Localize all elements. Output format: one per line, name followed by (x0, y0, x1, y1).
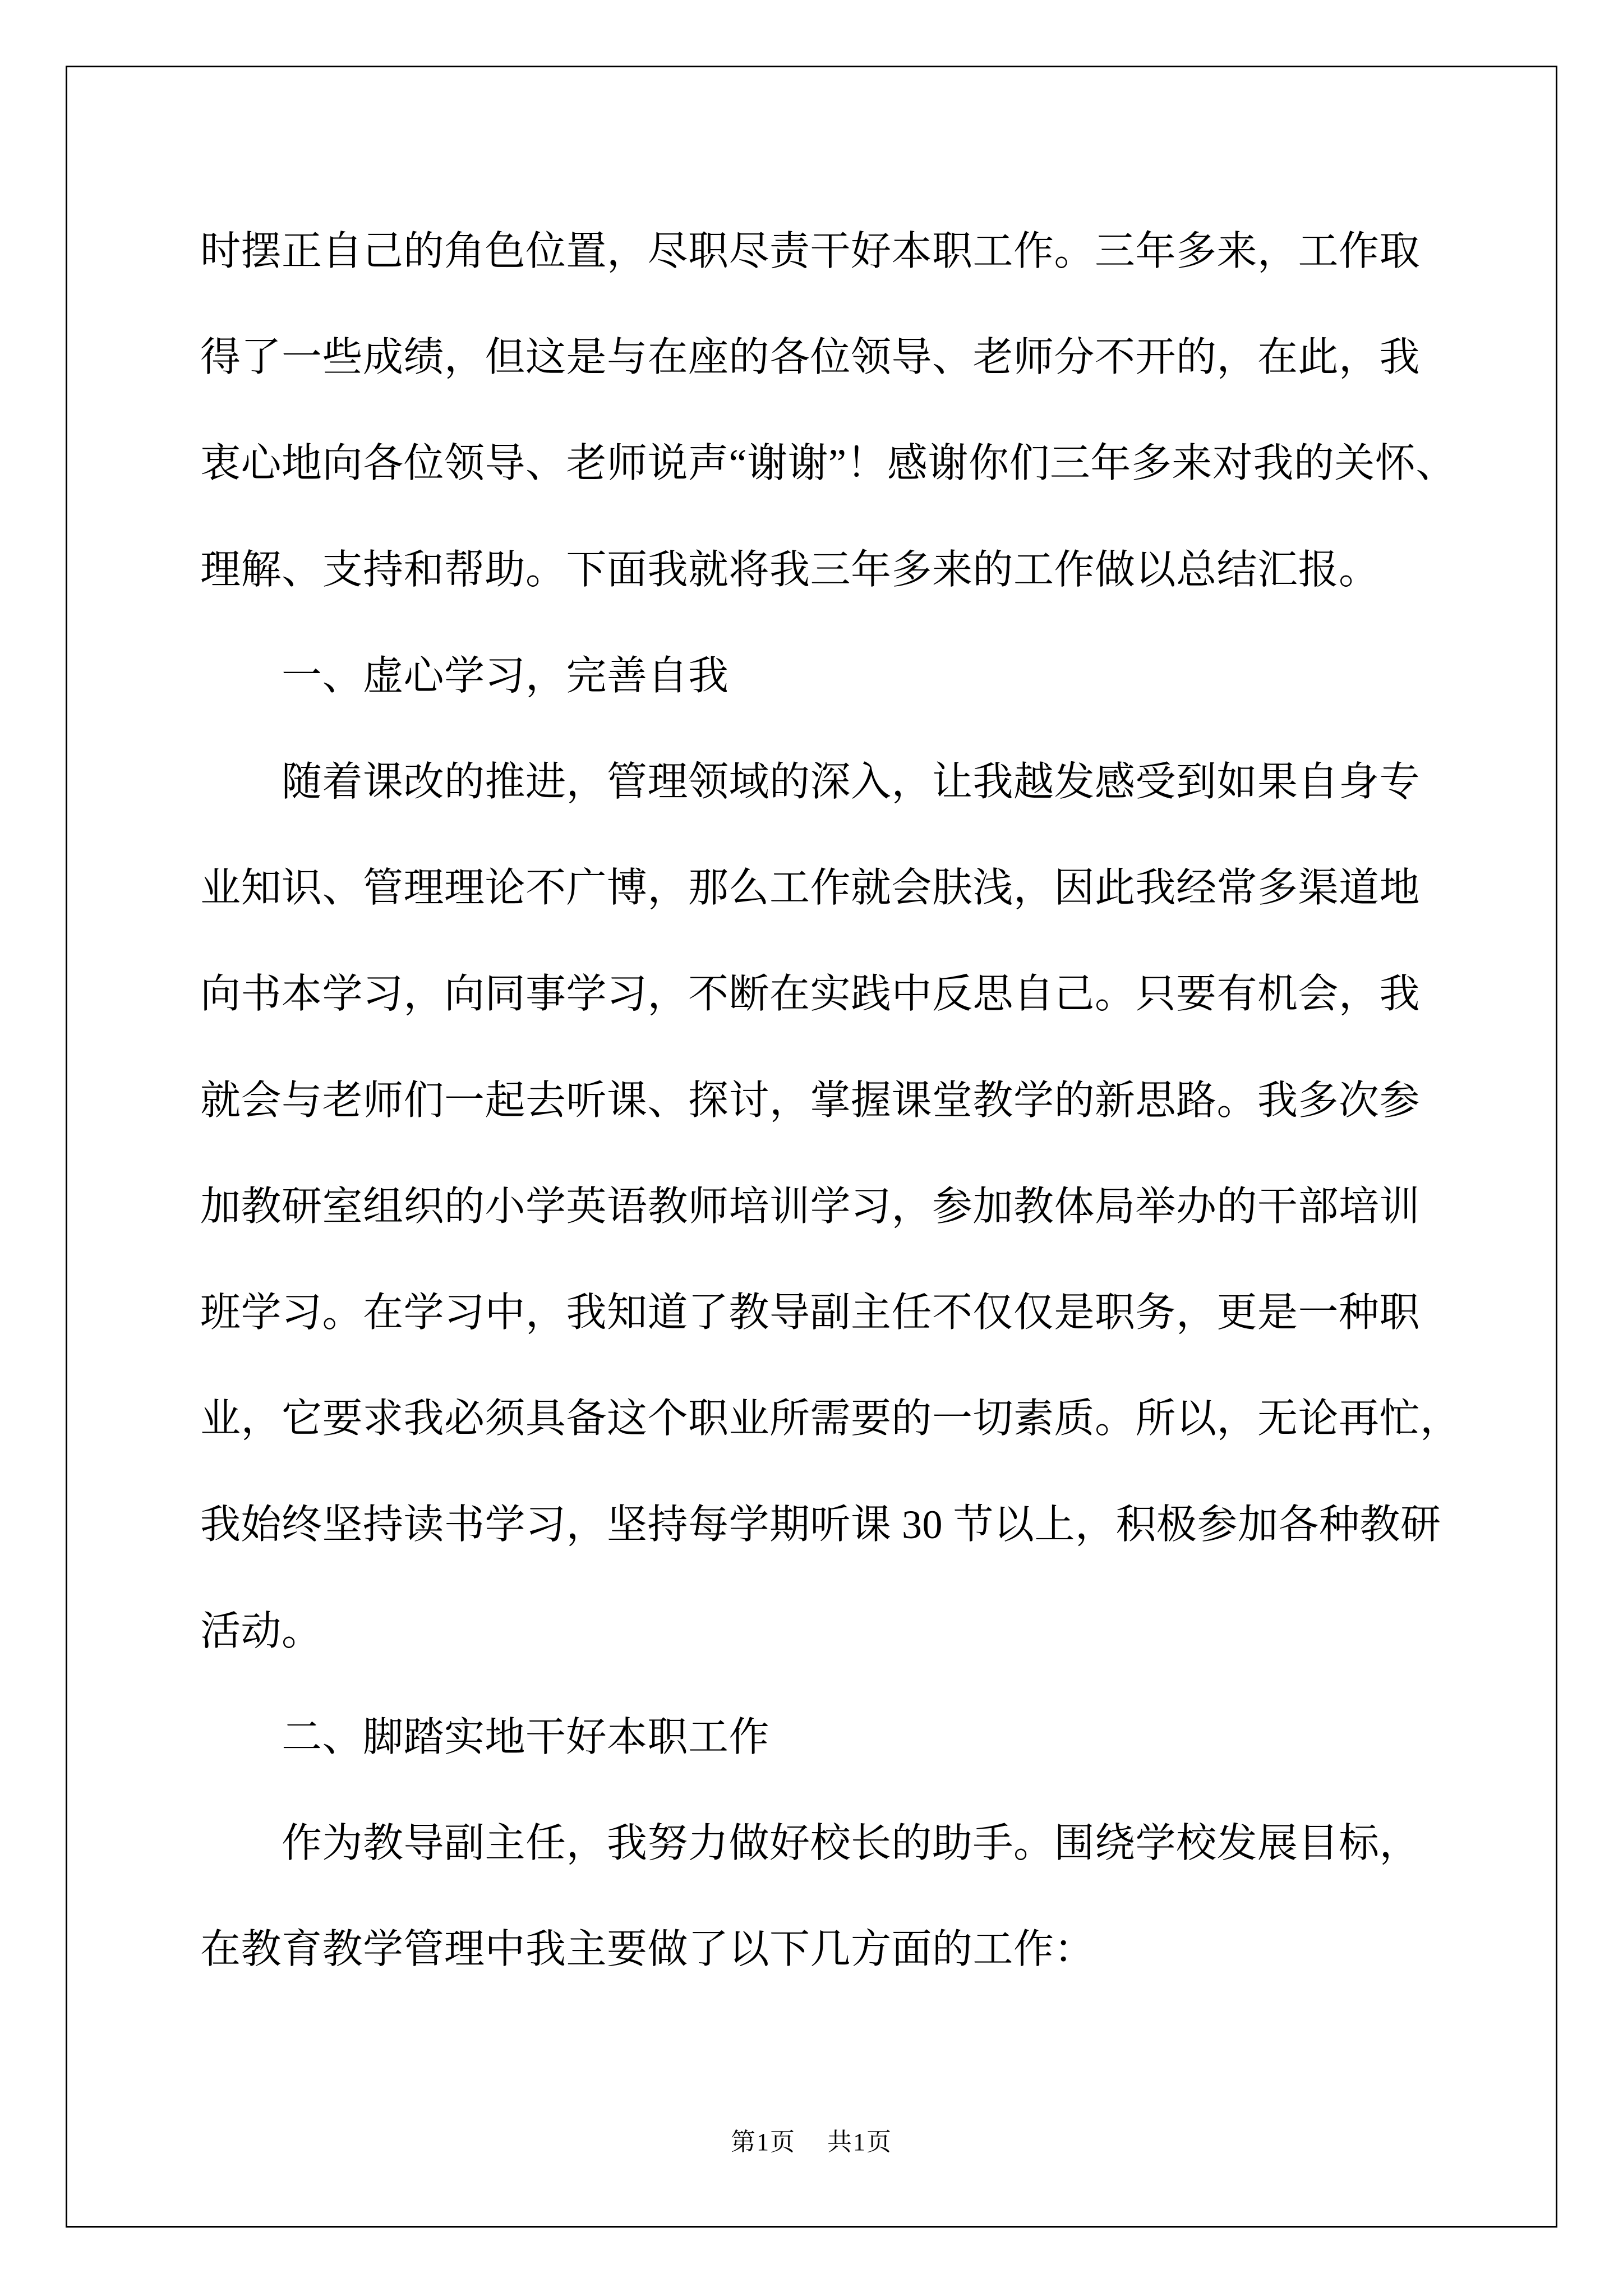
text-line: 得了一些成绩，但这是与在座的各位领导、老师分不开的，在此，我 (200, 335, 1421, 380)
text-line: 班学习。在学习中，我知道了教导副主任不仅仅是职务，更是一种职 (200, 1290, 1421, 1336)
text-line: 向书本学习，向同事学习，不断在实践中反思自己。只要有机会，我 (200, 972, 1421, 1017)
text-line: 就会与老师们一起去听课、探讨，掌握课堂教学的新思路。我多次参 (200, 1078, 1421, 1123)
text-line: 时摆正自己的角色位置，尽职尽责干好本职工作。三年多来，工作取 (200, 229, 1421, 274)
text-line: 随着课改的推进，管理领域的深入，让我越发感受到如果自身专 (282, 760, 1421, 805)
text-line: 我始终坚持读书学习，坚持每学期听课 30 节以上，积极参加各种教研 (200, 1502, 1441, 1548)
current-page: 第1页 (731, 2128, 796, 2156)
text-line: 在教育教学管理中我主要做了以下几方面的工作： (200, 1927, 1095, 1972)
section-2 (200, 1685, 1524, 2003)
section-heading: 一、虚心学习，完善自我 (282, 653, 729, 698)
text-line: 活动。 (200, 1608, 322, 1654)
total-pages: 共1页 (827, 2128, 892, 2156)
text-line: 理解、支持和帮助。下面我就将我三年多来的工作做以总结汇报。 (200, 547, 1380, 592)
page-footer (0, 2129, 1623, 2155)
text-line: 业知识、管理理论不广博，那么工作就会肤浅，因此我经常多渠道地 (200, 866, 1421, 911)
section-1 (200, 623, 1524, 1685)
paragraph-intro (200, 199, 1524, 623)
text-line: 衷心地向各位领导、老师说声“谢谢”！感谢你们三年多来对我的关怀、 (200, 441, 1456, 486)
text-line: 作为教导副主任，我努力做好校长的助手。围绕学校发展目标， (282, 1821, 1421, 1866)
paragraph (200, 1791, 1524, 2003)
document-body (200, 199, 1524, 2003)
text-line: 加教研室组织的小学英语教师培训学习，参加教体局举办的干部培训 (200, 1184, 1421, 1229)
text-line: 业，它要求我必须具备这个职业所需要的一切素质。所以，无论再忙， (200, 1396, 1461, 1442)
section-heading: 二、脚踏实地干好本职工作 (282, 1714, 770, 1760)
paragraph (200, 729, 1524, 1685)
